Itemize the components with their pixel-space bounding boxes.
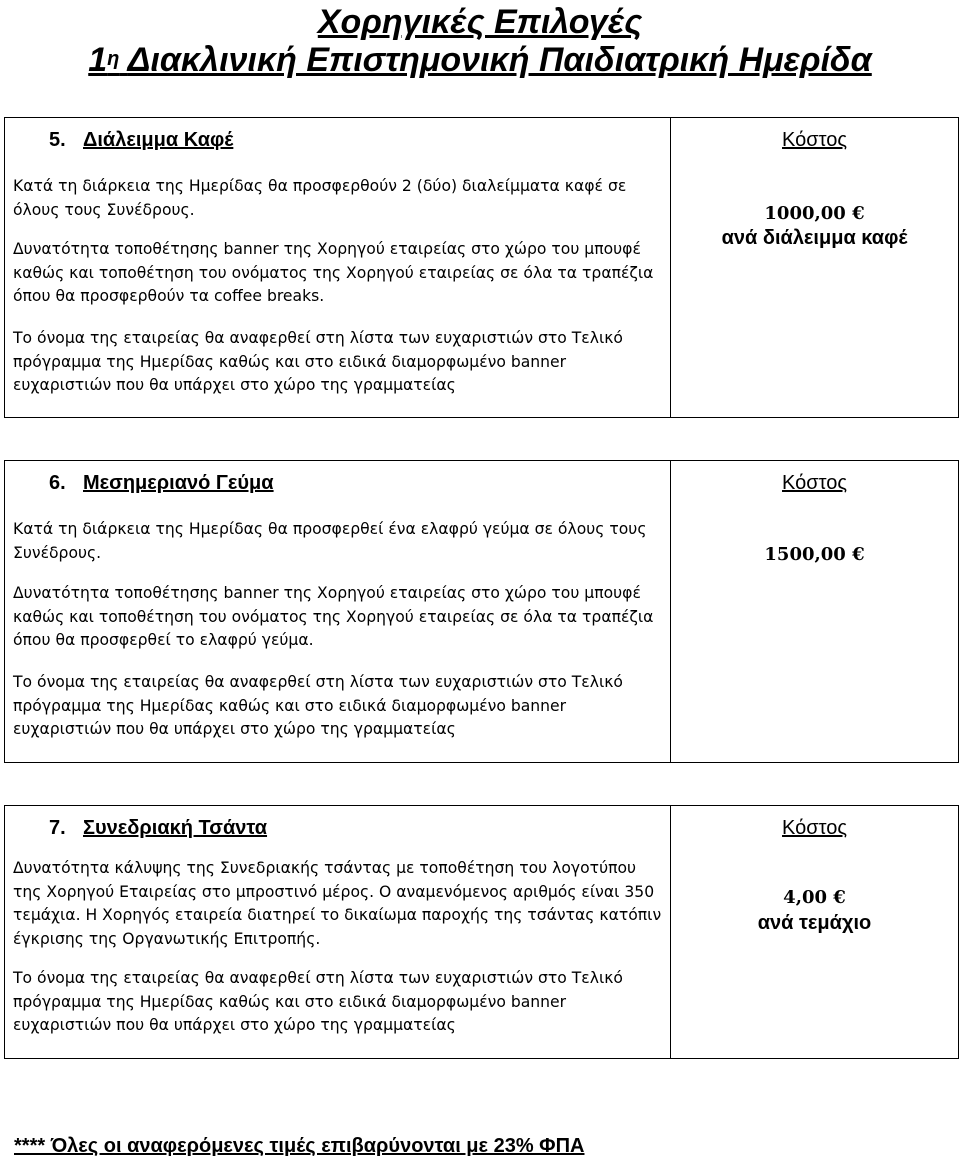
section-paragraph: Κατά τη διάρκεια της Ημερίδας θα προσφερθούν 2 (δύο) διαλείμματα καφέ σε όλους τους Συνέδρους. xyxy=(13,177,627,219)
section-title: Διάλειμμα Καφέ xyxy=(83,129,234,151)
section-lunch xyxy=(4,460,959,763)
section-paragraph: Δυνατότητα κάλυψης της Συνεδριακής τσάντας με τοποθέτηση του λογοτύπου της Χορηγού Εταιρείας στο μπροστινό μέρος. Ο αναμενόμενος αριθμός είναι 350 τεμάχια. Η Χορηγός εταιρεία διατηρεί το δικαίωμα παροχής της τσάντας κατόπιν έγκρισης της Οργανωτικής Επιτροπής. xyxy=(13,859,662,948)
subtitle-number: 1 xyxy=(88,41,108,79)
cost-label: Κόστος xyxy=(782,817,847,839)
section-cost-cell xyxy=(671,806,958,1058)
section-heading xyxy=(49,816,267,840)
subtitle-text: Διακλινική Επιστημονική Παιδιατρική Ημερίδα xyxy=(127,41,872,79)
price-value: 1500,00 € xyxy=(764,544,865,565)
price-value: 1000,00 € xyxy=(764,203,865,224)
section-number: 6. xyxy=(49,472,66,494)
section-paragraph: Δυνατότητα τοποθέτησης banner της Χορηγού εταιρείας στο χώρο του μπουφέ καθώς και τοποθέτηση του ονόματος της Χορηγού εταιρείας σε όλα τα τραπέζια όπου θα προσφερθεί το ελαφρύ γεύμα. xyxy=(13,584,654,649)
price-value: 4,00 € xyxy=(783,887,846,908)
section-paragraph: Κατά τη διάρκεια της Ημερίδας θα προσφερθεί ένα ελαφρύ γεύμα σε όλους τους Συνέδρους. xyxy=(13,520,647,562)
section-paragraph: Το όνομα της εταιρείας θα αναφερθεί στη λίστα των ευχαριστιών στο Τελικό πρόγραμμα της Ημερίδας καθώς και στο ειδικά διαμορφωμένο banner ευχαριστιών που θα υπάρχει στο χώρο της γραμματείας xyxy=(13,673,623,738)
section-paragraph: Το όνομα της εταιρείας θα αναφερθεί στη λίστα των ευχαριστιών στο Τελικό πρόγραμμα της Ημερίδας καθώς και στο ειδικά διαμορφωμένο banner ευχαριστιών που θα υπάρχει στο χώρο της γραμματείας xyxy=(13,969,623,1034)
price-unit: ανά τεμάχιο xyxy=(757,912,872,934)
section-title: Συνεδριακή Τσάντα xyxy=(83,817,268,839)
price-unit: ανά διάλειμμα καφέ xyxy=(721,227,908,249)
section-number: 7. xyxy=(49,817,66,839)
section-coffee-break xyxy=(4,117,959,418)
section-title: Μεσημεριανό Γεύμα xyxy=(83,472,274,494)
section-description-cell xyxy=(5,806,671,1058)
subtitle-ordinal-suffix: η xyxy=(107,48,120,70)
section-paragraph: Το όνομα της εταιρείας θα αναφερθεί στη λίστα των ευχαριστιών στο Τελικό πρόγραμμα της Ημερίδας καθώς και στο ειδικά διαμορφωμένο banner ευχαριστιών που θα υπάρχει στο χώρο της γραμματείας xyxy=(13,329,623,394)
section-conference-bag xyxy=(4,805,959,1059)
section-heading xyxy=(49,471,274,495)
vat-footnote: **** Όλες οι αναφερόμενες τιμές επιβαρύνονται με 23% ΦΠΑ xyxy=(14,1135,585,1157)
section-cost-cell xyxy=(671,118,958,417)
section-number: 5. xyxy=(49,129,66,151)
section-heading xyxy=(49,128,233,152)
section-description-cell xyxy=(5,118,671,417)
cost-label: Κόστος xyxy=(782,472,847,494)
section-description-cell xyxy=(5,461,671,762)
cost-label: Κόστος xyxy=(782,129,847,151)
section-cost-cell xyxy=(671,461,958,762)
document-title: Χορηγικές Επιλογές xyxy=(317,3,643,41)
document-subtitle xyxy=(0,40,960,85)
section-paragraph: Δυνατότητα τοποθέτησης banner της Χορηγού εταιρείας στο χώρο του μπουφέ καθώς και τοποθέτηση του ονόματος της Χορηγού εταιρείας σε όλα τα τραπέζια όπου θα προσφερθούν τα coffee breaks. xyxy=(13,240,654,305)
